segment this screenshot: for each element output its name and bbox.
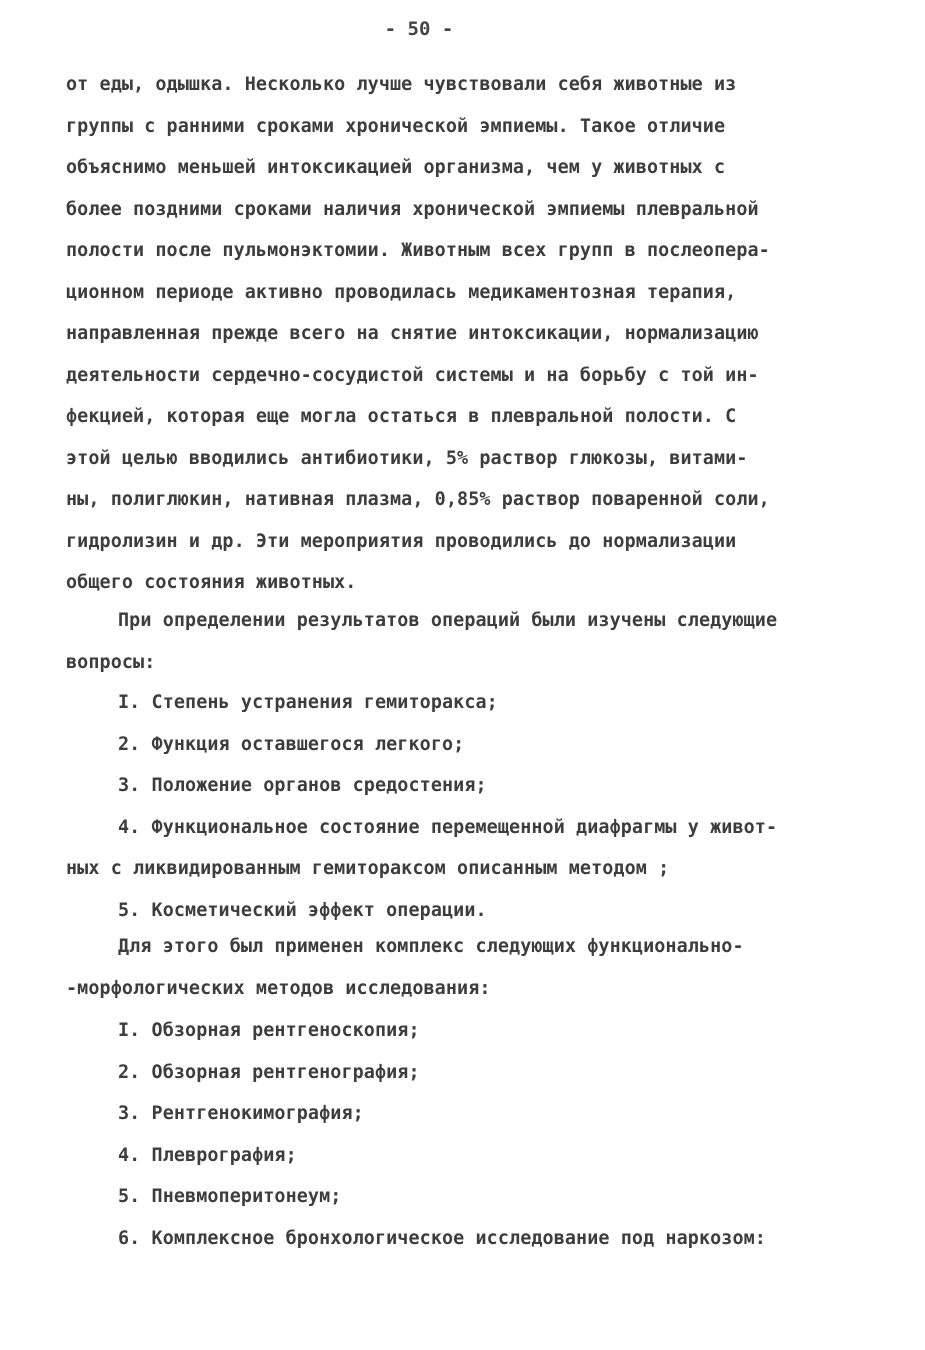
list-item: I. Обзорная рентгеноскопия; (118, 1020, 420, 1041)
text-line: При определении результатов операций были изучены следующие (118, 610, 778, 631)
list-item: 2. Обзорная рентгенография; (118, 1061, 420, 1083)
list-item: 2. Функция оставшегося легкого; (118, 733, 465, 755)
paragraph-methods-intro (66, 926, 866, 1009)
list-item: 5. Косметический эффект операции. (118, 899, 487, 921)
text-line: ны, полиглюкин, нативная плазма, 0,85% раствор поваренной соли, (66, 489, 770, 510)
list-item-continuation: ных с ликвидированным гемитораксом описанным методом ; (66, 858, 670, 879)
list-item: 4. Функциональное состояние перемещенной диафрагмы у живот- (118, 816, 778, 838)
list-item: I. Степень устранения гемиторакса; (118, 692, 498, 713)
text-line: гидролизин и др. Эти мероприятия проводились до нормализации (66, 530, 737, 552)
page-number: - 50 - (384, 18, 454, 40)
text-line: направленная прежде всего на снятие интоксикации, нормализацию (66, 323, 759, 344)
list-item: 4. Плеврография; (118, 1144, 297, 1166)
text-line: деятельности сердечно-сосудистой системы и на борьбу с той ин- (66, 364, 759, 386)
list-item: 5. Пневмоперитонеум; (118, 1186, 342, 1207)
list-item: 3. Положение органов средостения; (118, 775, 487, 796)
text-line: группы с ранними сроками хронической эмпиемы. Такое отличие (66, 115, 726, 137)
text-line: фекцией, которая еще могла остаться в плевральной полости. С (66, 406, 737, 427)
paragraph-treatment (66, 64, 866, 604)
text-line: вопросы: (66, 651, 156, 673)
questions-list (66, 682, 866, 931)
text-line: более поздними сроками наличия хронической эмпиемы плевральной (66, 198, 759, 220)
text-line: ционном периоде активно проводилась медикаментозная терапия, (66, 281, 737, 303)
paragraph-questions-intro (66, 600, 866, 683)
text-line: этой целью вводились антибиотики, 5% раствор глюкозы, витами- (66, 447, 748, 469)
list-item: 6. Комплексное бронхологическое исследование под наркозом: (118, 1227, 766, 1249)
methods-list (66, 1010, 866, 1259)
text-line: -морфологических методов исследования: (66, 977, 491, 999)
text-line: полости после пульмонэктомии. Животным всех групп в послеопера- (66, 240, 770, 261)
text-line: объяснимо меньшей интоксикацией организма, чем у животных с (66, 157, 726, 178)
text-line: от еды, одышка. Несколько лучше чувствовали себя животные из (66, 74, 737, 95)
list-item: 3. Рентгенокимография; (118, 1103, 364, 1124)
text-line: Для этого был применен комплекс следующих функционально- (118, 936, 744, 957)
text-line: общего состояния животных. (66, 572, 357, 593)
